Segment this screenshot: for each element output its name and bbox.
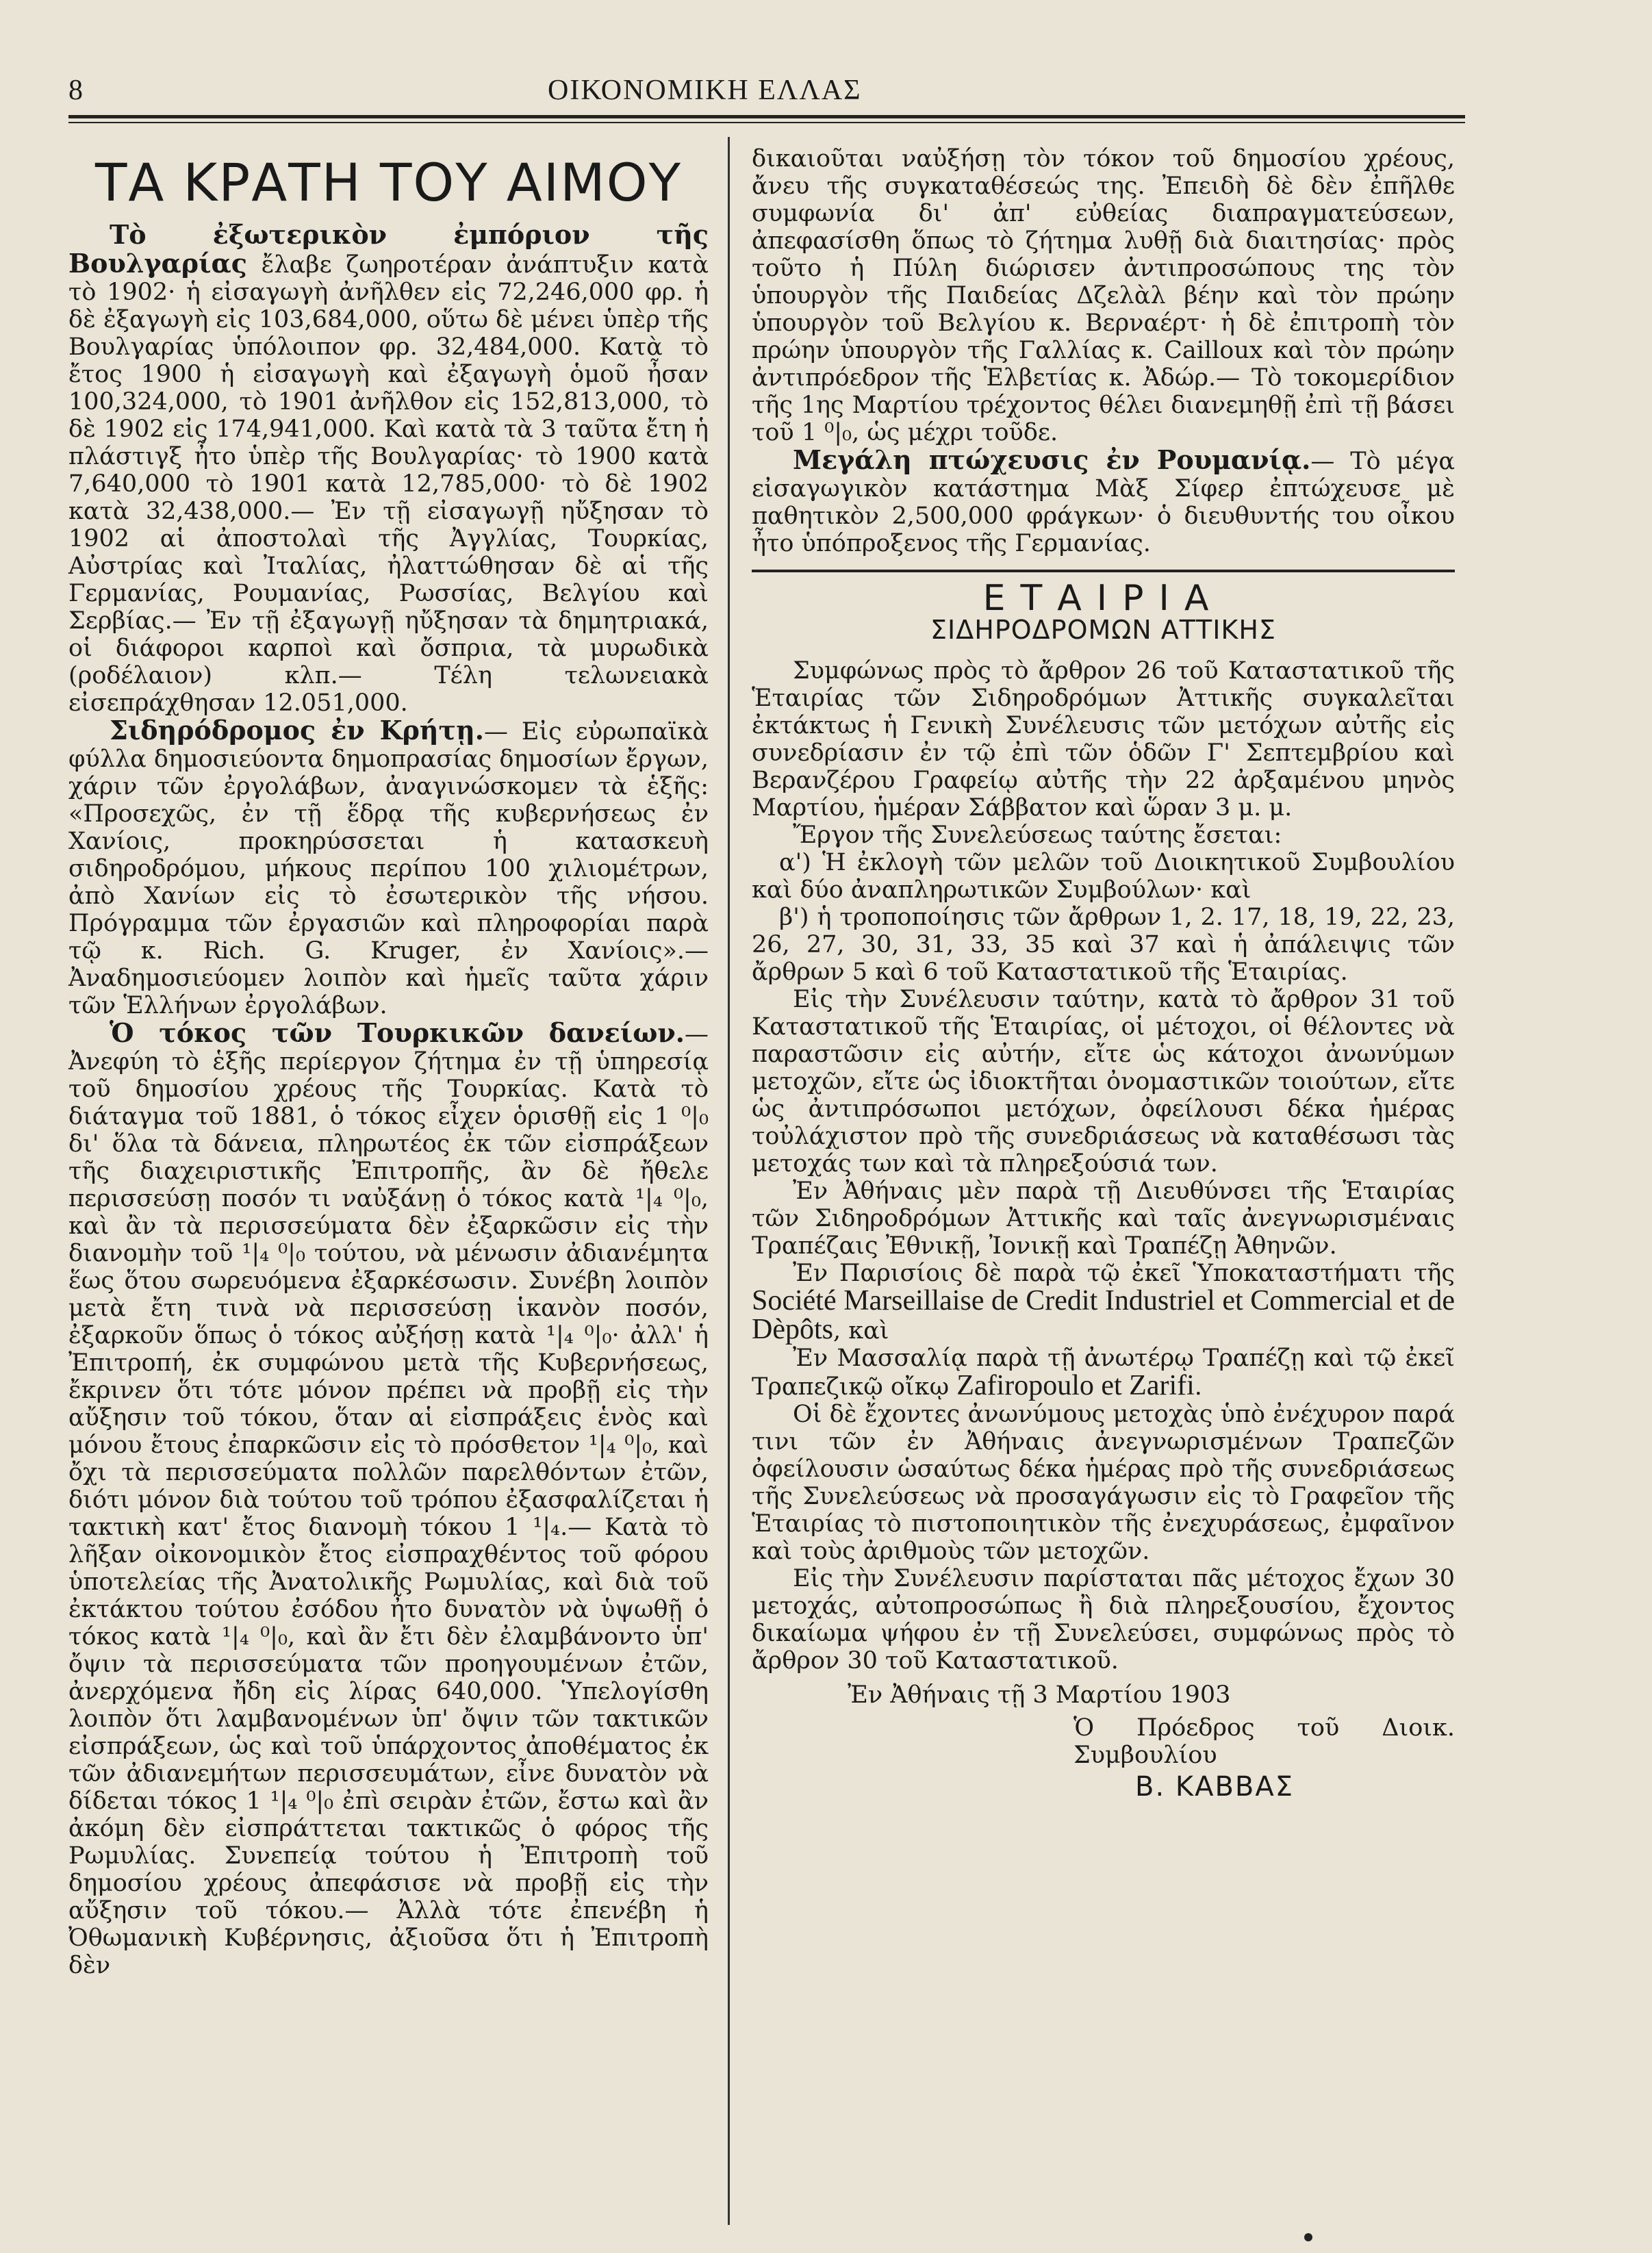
- notice-paragraph: [752, 1260, 1455, 1345]
- notice-paragraph: [752, 1345, 1455, 1401]
- notice-title: ΕΤΑΙΡΙΑ: [982, 578, 1224, 619]
- notice-list-item: β') ἡ τροποποίησις τῶν ἄρθρων 1, 2. 17, 18, 19, 22, 23, 26, 27, 30, 31, 33, 35 καὶ 37 καὶ ἡ ἀπάλειψις τῶν ἄρθρων 5 καὶ 6 τοῦ Καταστατικοῦ τῆς Ἑταιρίας.: [752, 904, 1455, 986]
- notice-paragraph: Οἱ δὲ ἔχοντες ἀνωνύμους μετοχὰς ὑπὸ ἐνέχυρον παρά τινι τῶν ἐν Ἀθήναις ἀνεγνωρισμένων Τραπεζῶν ὀφείλουσιν ὡσαύτως δέκα ἡμέρας πρὸ τῆς συνεδριάσεως τῆς Συνελεύσεως νὰ προσαγάγωσιν εἰς τὸ Γραφεῖον τῆς Ἑταιρίας τὸ πιστοποιητικὸν τῆς ἐνεχυράσεως, ἐμφαῖνον καὶ τοὺς ἀριθμοὺς τῶν μετοχῶν.: [752, 1401, 1455, 1565]
- paragraph-continuation: δικαιοῦται ναὐξήσῃ τὸν τόκον τοῦ δημοσίου χρέους, ἄνευ τῆς συγκαταθέσεώς της. Ἐπειδὴ δὲ δὲν ἐπῆλθε συμφωνία δι' ἀπ' εὐθείας διαπραγματεύσεων, ἀπεφασίσθη ὅπως τὸ ζήτημα λυθῇ διὰ διαιτησίας· πρὸς τοῦτο ἡ Πύλη διώρισεν ἀντιπροσώπους της τὸν ὑπουργὸν τῆς Παιδείας Δζελὰλ βέην καὶ τὸν πρώην ὑπουργὸν τοῦ Βελγίου κ. Βερναέρτ· ἡ δὲ ἐπιτροπὴ τὸν πρώην ὑπουργὸν τῆς Γαλλίας κ. Cailloux καὶ τὸν πρώην ἀντιπρόεδρον τῆς Ἑλβετίας κ. Ἀδώρ.— Τὸ τοκομερίδιον τῆς 1ης Μαρτίου τρέχοντος θέλει διανεμηθῇ ἐπὶ τῇ βάσει τοῦ 1 ⁰|₀, ὡς μέχρι τοῦδε.: [752, 145, 1455, 446]
- notice-paragraph: Εἰς τὴν Συνέλευσιν ταύτην, κατὰ τὸ ἄρθρον 31 τοῦ Καταστατικοῦ τῆς Ἑταιρίας, οἱ μέτοχοι, οἱ θέλοντες νὰ παραστῶσιν εἰς αὐτήν, εἴτε ὡς κάτοχοι ἀνωνύμων μετοχῶν, εἴτε ὡς ἰδιοκτῆται ὀνομαστικῶν τοιούτων, εἴτε ὡς ἀντιπρόσωποι μετόχων, ὀφείλουσι δέκα ἡμέρας τοὐλάχιστον πρὸ τῆς συνεδριάσεως νὰ καταθέσωσι τὰς μετοχάς των καὶ τὰ πληρεξούσιά των.: [752, 986, 1455, 1178]
- notice-text: .: [1194, 1373, 1202, 1401]
- section-heading-romania: Μεγάλη πτώχευσις ἐν Ρουμανίᾳ.: [793, 444, 1311, 475]
- signature-role: Ὁ Πρόεδρος τοῦ Διοικ. Συμβουλίου: [1073, 1714, 1455, 1769]
- notice-list-item: α') Ἡ ἐκλογὴ τῶν μελῶν τοῦ Διοικητικοῦ Συμβουλίου καὶ δύο ἀναπληρωτικῶν Συμβούλων· καὶ: [752, 849, 1455, 904]
- paragraph-text: — Τὸ μέγα εἰσαγωγικὸν κατάστημα Μὰξ Σίφερ ἐπτώχευσε μὲ παθητικὸν 2,500,000 φράγκων· ὁ διευθυντής του οἶκου ἦτο ὑπόπροξενος τῆς Γερμανίας.: [752, 448, 1455, 557]
- notice-text: Ἐν Μασσαλίᾳ παρὰ τῇ ἀνωτέρῳ Τραπέζῃ καὶ τῷ ἐκεῖ Τραπεζικῷ οἴκῳ: [752, 1345, 1455, 1401]
- paragraph-text: — Ἀνεφύη τὸ ἑξῆς περίεργον ζήτημα ἐν τῇ ὑπηρεσίᾳ τοῦ δημοσίου χρέους τῆς Τουρκίας. Κατὰ τὸ διάταγμα τοῦ 1881, ὁ τόκος εἶχεν ὁρισθῇ εἰς 1 ⁰|₀ δι' ὅλα τὰ δάνεια, πληρωτέος ἐκ τῶν εἰσπράξεων τῆς διαχειριστικῆς Ἐπιτροπῆς, ἂν δὲ ἤθελε περισσεύσῃ ποσόν τι ναὐξάνῃ ὁ τόκος κατὰ ¹|₄ ⁰|₀, καὶ ἂν τὰ περισσεύματα δὲν ἐξαρκῶσιν εἰς τὴν διανομὴν τοῦ ¹|₄ ⁰|₀ τούτου, νὰ μένωσιν ἀδιανέμητα ἕως ὅτου σωρευόμενα ἐξαρκέσωσιν. Συνέβη λοιπὸν μετὰ ἔτη τινὰ νὰ περισσεύσῃ ἱκανὸν ποσόν, ἐξαρκοῦν ὅπως ὁ τόκος αὐξήσῃ κατὰ ¹|₄ ⁰|₀· ἀλλ' ἡ Ἐπιτροπή, ἐκ συμφώνου μετὰ τῆς Κυβερνήσεως, ἔκρινεν ὅτι τότε μόνον πρέπει νὰ προβῇ εἰς τὴν αὔξησιν τοῦ τόκου, ὅταν αἱ εἰσπράξεις ἑνὸς καὶ μόνου ἔτους ἐπαρκῶσιν εἰς τὸ πρόσθετον ¹|₄ ⁰|₀, καὶ ὄχι τὰ περισσεύματα πολλῶν παρελθόντων ἐτῶν, διότι μόνον διὰ τούτου τοῦ τρόπου ἐξασφαλίζεται ἡ τακτικὴ κατ' ἔτος διανομὴ τόκου 1 ¹|₄.— Κατὰ τὸ λῆξαν οἰκονομικὸν ἔτος εἰσπραχθέντος τοῦ φόρου ὑποτελείας τῆς Ἀνατολικῆς Ρωμυλίας, καὶ διὰ τοῦ ἐκτάκτου τούτου ἐσόδου ἦτο δυνατὸν νὰ ὑψωθῇ ὁ τόκος κατὰ ¹|₄ ⁰|₀, καὶ ἂν ἔτι δὲν ἐλαμβάνοντο ὑπ' ὄψιν τὰ περισσεύματα τῶν προηγουμένων ἐτῶν, ἀνερχόμενα ἤδη εἰς λίρας 640,000. Ὑπελογίσθη λοιπὸν ὅτι λαμβανομένων ὑπ' ὄψιν τῶν τακτικῶν εἰσπράξεων, ὡς καὶ τοῦ ὑπάρχοντος ἀποθέματος ἐκ τῶν ἀδιανεμήτων περισσευμάτων, εἶνε δυνατὸν νὰ δίδεται τόκος 1 ¹|₄ ⁰|₀ ἐπὶ σειρὰν ἐτῶν, ἔστω καὶ ἂν ἀκόμη δὲν εἰσπράττεται τακτικῶς ὁ φόρος τῆς Ρωμυλίας. Συνεπείᾳ τούτου ἡ Ἐπιτροπὴ τοῦ δημοσίου χρέους ἀπεφάσισε νὰ προβῇ εἰς τὴν αὔξησιν τοῦ τόκου.— Ἀλλὰ τότε ἐπενέβη ἡ Ὀθωμανικὴ Κυβέρνησις, ἀξιοῦσα ὅτι ἡ Ἐπιτροπὴ δὲν: [68, 1021, 709, 1979]
- paragraph-turkish-loans: [68, 1019, 709, 1979]
- page-number: 8: [68, 75, 83, 106]
- paragraph-romania-bankruptcy: [752, 446, 1455, 557]
- column-divider: [728, 137, 730, 2225]
- notice-paragraph: Ἔργον τῆς Συνελεύσεως ταύτης ἔσεται:: [793, 822, 1282, 849]
- section-heading-turkish-loans: Ὁ τόκος τῶν Τουρκικῶν δανείων.: [110, 1017, 685, 1048]
- section-divider: [752, 570, 1455, 572]
- paragraph-crete-railway: [68, 717, 709, 1019]
- notice-subtitle: ΣΙΔΗΡΟΔΡΟΜΩΝ ΑΤΤΙΚΗΣ: [930, 615, 1276, 645]
- paragraph-text: — Εἰς εὐρωπαϊκὰ φύλλα δημοσιεύοντα δημοπρασίας δημοσίων ἔργων, χάριν τῶν ἐργολάβων, ἀναγινώσκομεν τὰ ἑξῆς: «Προσεχῶς, ἐν τῇ ἕδρᾳ τῆς κυβερνήσεως ἐν Χανίοις, προκηρύσσεται ἡ κατασκευὴ σιδηροδρόμου, μήκους περίπου 100 χιλιομέτρων, ἀπὸ Χανίων εἰς τὸ ἐσωτερικὸν τῆς νήσου. Πρόγραμμα τῶν ἐργασιῶν καὶ πληροφορίαι παρὰ τῷ κ. Rich. G. Kruger, ἐν Χανίοις».— Ἀναδημοσιεύομεν λοιπὸν καὶ ἡμεῖς ταῦτα χάριν τῶν Ἑλλήνων ἐργολάβων.: [68, 718, 709, 1019]
- header-rule-thin: [68, 122, 1465, 123]
- bank-name-marseille: Zafiropoulo et Zarifi: [956, 1370, 1195, 1401]
- article-title: ΤΑ ΚΡΑΤΗ ΤΟΥ ΑΙΜΟΥ: [94, 152, 682, 213]
- header-rule-thick: [68, 115, 1465, 118]
- bank-name-paris: Société Marseillaise de Credit Industriel et Commercial et de Dèpôts: [752, 1285, 1455, 1345]
- section-heading-bulgaria: Τὸ ἐξωτερικὸν ἐμπόριον τῆς Βουλγαρίας: [68, 219, 709, 279]
- notice-paragraph: Εἰς τὴν Συνέλευσιν παρίσταται πᾶς μέτοχος ἔχων 30 μετοχάς, αὐτοπροσώπως ἢ διὰ πληρεξουσίου, ἔχοντος δικαίωμα ψήφου ἐν τῇ Συνελεύσει, συμφώνως πρὸς τὸ ἄρθρον 30 τοῦ Καταστατικοῦ.: [752, 1565, 1455, 1675]
- notice-paragraph: Συμφώνως πρὸς τὸ ἄρθρον 26 τοῦ Καταστατικοῦ τῆς Ἑταιρίας τῶν Σιδηροδρόμων Ἀττικῆς συγκαλεῖται ἐκτάκτως ἡ Γενικὴ Συνέλευσις τῶν μετόχων αὐτῆς εἰς συνεδρίασιν ἐν τῷ ἐπὶ τῶν ὁδῶν Γ' Σεπτεμβρίου καὶ Βερανζέρου Γραφείῳ αὐτῆς τὴν 22 ἀρξαμένου μηνὸς Μαρτίου, ἡμέραν Σάββατον καὶ ὥραν 3 μ. μ.: [752, 657, 1455, 822]
- paragraph-bulgaria-trade: [68, 221, 709, 717]
- notice-text: , καὶ: [833, 1317, 889, 1345]
- dateline: Ἐν Ἀθήναις τῇ 3 Μαρτίου 1903: [848, 1681, 1231, 1709]
- paragraph-text: ἔλαβε ζωηροτέραν ἀνάπτυξιν κατὰ τὸ 1902· ἡ εἰσαγωγὴ ἀνῆλθεν εἰς 72,246,000 φρ. ἡ δὲ ἐξαγωγὴ εἰς 103,684,000, οὕτω δὲ μένει ὑπὲρ τῆς Βουλγαρίας ὑπόλοιπον φρ. 32,484,000. Κατὰ τὸ ἔτος 1900 ἡ εἰσαγωγὴ καὶ ἐξαγωγὴ ὁμοῦ ἦσαν 100,324,000, τὸ 1901 ἀνῆλθον εἰς 152,813,000, τὸ δὲ 1902 εἰς 174,941,000. Καὶ κατὰ τὰ 3 ταῦτα ἔτη ἡ πλάστιγξ ἦτο ὑπὲρ τῆς Βουλγαρίας· τὸ 1900 κατὰ 7,640,000 τὸ 1901 κατὰ 12,785,000· τὸ δὲ 1902 κατὰ 32,438,000.— Ἐν τῇ εἰσαγωγῇ ηὔξησαν τὸ 1902 αἱ ἀποστολαὶ τῆς Ἀγγλίας, Τουρκίας, Αὐστρίας καὶ Ἰταλίας, ἠλαττώθησαν δὲ αἱ τῆς Γερμανίας, Ρουμανίας, Ρωσσίας, Βελγίου καὶ Σερβίας.— Ἐν τῇ ἐξαγωγῇ ηὔξησαν τὰ δημητριακά, οἱ διάφοροι καρποὶ καὶ ὄσπρια, τὰ μυρωδικὰ (ροδέλαιον) κλπ.— Τέλη τελωνειακὰ εἰσεπράχθησαν 12.051,000.: [68, 251, 709, 717]
- ink-dot: [1304, 2233, 1312, 2241]
- section-heading-crete: Σιδηρόδρομος ἐν Κρήτῃ.: [110, 715, 484, 746]
- left-column: [68, 147, 709, 1979]
- notice-text: Ἐν Παρισίοις δὲ παρὰ τῷ ἐκεῖ Ὑποκαταστήματι τῆς: [793, 1260, 1455, 1287]
- notice-paragraph: Ἐν Ἀθήναις μὲν παρὰ τῇ Διευθύνσει τῆς Ἑταιρίας τῶν Σιδηροδρόμων Ἀττικῆς καὶ ταῖς ἀνεγνωρισμέναις Τραπέζαις Ἐθνικῇ, Ἰονικῇ καὶ Τραπέζῃ Ἀθηνῶν.: [752, 1178, 1455, 1260]
- signature-name: Β. ΚΑΒΒΑΣ: [1135, 1771, 1294, 1803]
- running-title: ΟΙΚΟΝΟΜΙΚΗ ΕΛΛΑΣ: [548, 75, 862, 106]
- right-column: [752, 145, 1455, 1803]
